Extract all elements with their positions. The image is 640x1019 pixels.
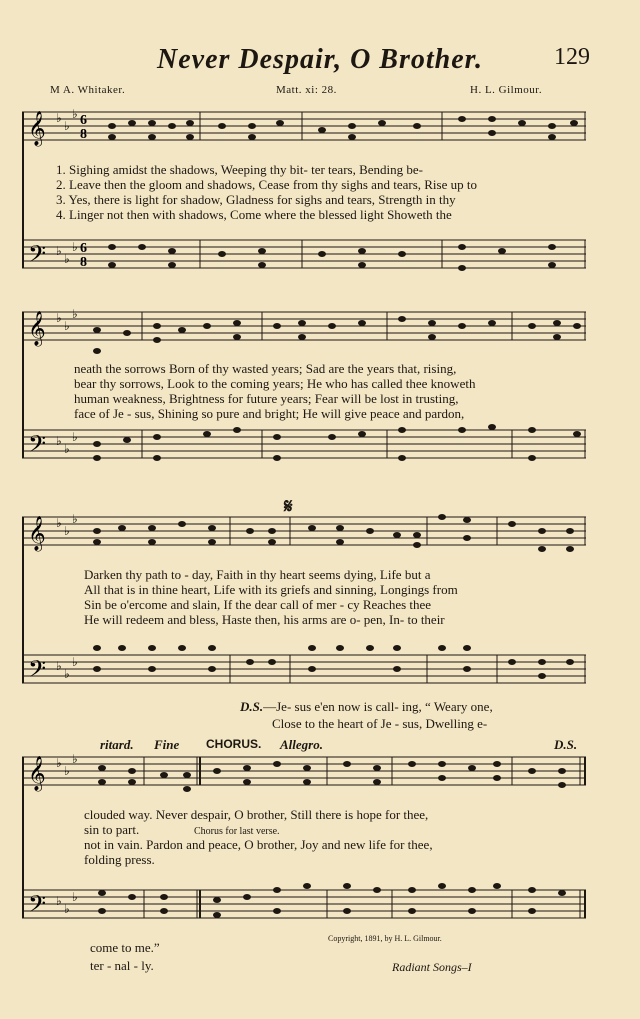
svg-text:♭: ♭ xyxy=(72,430,78,444)
hymn-title: Never Despair, O Brother. xyxy=(157,44,483,75)
ds-lyric-line: —Je- sus e'en now is call- ing, “ Weary one, xyxy=(263,699,493,714)
svg-text:♭: ♭ xyxy=(72,512,78,526)
chorus-note: Chorus for last verse. xyxy=(194,826,280,837)
svg-text:♭: ♭ xyxy=(64,252,70,266)
svg-text:6: 6 xyxy=(80,241,87,256)
lyricist-credit: M A. Whitaker. xyxy=(50,84,126,96)
svg-text:𝄢: 𝄢 xyxy=(28,890,47,923)
lyric-line: face of Je - sus, Shining so pure and bright; He will give peace and pardon, xyxy=(74,406,465,421)
source-suffix: –I xyxy=(461,960,472,974)
verse-lyrics-2 xyxy=(74,361,614,421)
segno-sign: 𝄋 xyxy=(284,496,293,518)
lyric-line: bear thy sorrows, Look to the coming years; He who has called thee knoweth xyxy=(74,376,476,391)
composer-credit: H. L. Gilmour. xyxy=(470,84,543,96)
svg-text:𝄢: 𝄢 xyxy=(28,430,47,463)
svg-text:𝄢: 𝄢 xyxy=(28,240,47,273)
copyright-notice: Copyright, 1891, by H. L. Gilmour. xyxy=(328,934,442,943)
ds-label: D.S. xyxy=(240,699,264,714)
chorus-lyrics xyxy=(84,807,624,867)
svg-text:♭: ♭ xyxy=(64,902,70,916)
lyric-line: 1. Sighing amidst the shadows, Weeping thy bit- ter tears, Bending be- xyxy=(56,162,423,177)
svg-text:♭: ♭ xyxy=(56,311,62,325)
lyric-line: All that is in thine heart, Life with its griefs and sinning, Longings from xyxy=(84,582,458,597)
svg-text:8: 8 xyxy=(80,127,87,142)
svg-text:♭: ♭ xyxy=(64,764,70,778)
ds-marking: D.S. xyxy=(554,737,578,752)
svg-text:♭: ♭ xyxy=(56,756,62,770)
source-credit xyxy=(392,960,472,975)
svg-text:𝄞: 𝄞 xyxy=(28,516,46,551)
svg-text:♭: ♭ xyxy=(64,119,70,133)
lyric-line: human weakness, Brightness for future years; Fear will be lost in trusting, xyxy=(74,391,459,406)
lyric-line: 2. Leave then the gloom and shadows, Cease from thy sighs and tears, Rise up to xyxy=(56,177,477,192)
svg-text:♭: ♭ xyxy=(72,107,78,121)
svg-text:♭: ♭ xyxy=(56,516,62,530)
svg-text:♭: ♭ xyxy=(56,659,62,673)
verse-lyrics-3 xyxy=(84,567,624,627)
svg-text:6: 6 xyxy=(80,113,87,128)
ds-lyric-line: Close to the heart of Je - sus, Dwelling e- xyxy=(272,716,488,731)
lyric-line: Sin be o'ercome and slain, If the dear call of mer - cy Reaches thee xyxy=(84,597,432,612)
svg-text:♭: ♭ xyxy=(64,667,70,681)
svg-text:♭: ♭ xyxy=(64,319,70,333)
svg-text:♭: ♭ xyxy=(72,752,78,766)
lyric-line: clouded way. Never despair, O brother, Still there is hope for thee, xyxy=(84,807,429,822)
verse-lyrics-1 xyxy=(56,162,596,222)
lyric-line: folding press. xyxy=(84,852,155,867)
ritard-marking: ritard. xyxy=(100,737,134,752)
lyric-line: sin to part. xyxy=(84,822,140,837)
lyric-line: come to me.” xyxy=(90,940,160,955)
svg-text:♭: ♭ xyxy=(56,111,62,125)
scripture-reference: Matt. xi: 28. xyxy=(276,84,337,96)
chorus-heading: CHORUS. xyxy=(206,737,262,751)
svg-text:𝄢: 𝄢 xyxy=(28,655,47,688)
lyric-line: Darken thy path to - day, Faith in thy heart seems dying, Life but a xyxy=(84,567,431,582)
svg-text:♭: ♭ xyxy=(56,894,62,908)
page-number: 129 xyxy=(554,44,590,70)
svg-text:𝄞: 𝄞 xyxy=(28,311,46,346)
svg-text:♭: ♭ xyxy=(56,434,62,448)
lyric-line: 4. Linger not then with shadows, Come where the blessed light Showeth the xyxy=(56,207,452,222)
lyric-line: neath the sorrows Born of thy wasted years; Sad are the years that, rising, xyxy=(74,361,457,376)
lyric-line: 3. Yes, there is light for shadow, Gladness for sighs and tears, Strength in thy xyxy=(56,192,456,207)
svg-text:♭: ♭ xyxy=(72,890,78,904)
svg-text:𝄞: 𝄞 xyxy=(28,111,46,146)
svg-text:♭: ♭ xyxy=(72,307,78,321)
svg-text:♭: ♭ xyxy=(72,655,78,669)
source-title: Radiant Songs xyxy=(392,960,462,974)
svg-text:♭: ♭ xyxy=(64,524,70,538)
ds-lyrics xyxy=(240,699,493,733)
lyric-line: not in vain. Pardon and peace, O brother, Joy and new life for thee, xyxy=(84,837,433,852)
svg-text:♭: ♭ xyxy=(64,442,70,456)
ending-lyrics xyxy=(90,940,290,976)
lyric-line: ter - nal - ly. xyxy=(90,958,154,973)
tempo-marking: Allegro. xyxy=(280,737,323,752)
svg-text:𝄞: 𝄞 xyxy=(28,756,46,791)
svg-text:♭: ♭ xyxy=(72,240,78,254)
lyric-line: He will redeem and bless, Haste then, his arms are o- pen, In- to their xyxy=(84,612,445,627)
fine-marking: Fine xyxy=(154,737,180,752)
svg-text:♭: ♭ xyxy=(56,244,62,258)
svg-text:8: 8 xyxy=(80,255,87,270)
